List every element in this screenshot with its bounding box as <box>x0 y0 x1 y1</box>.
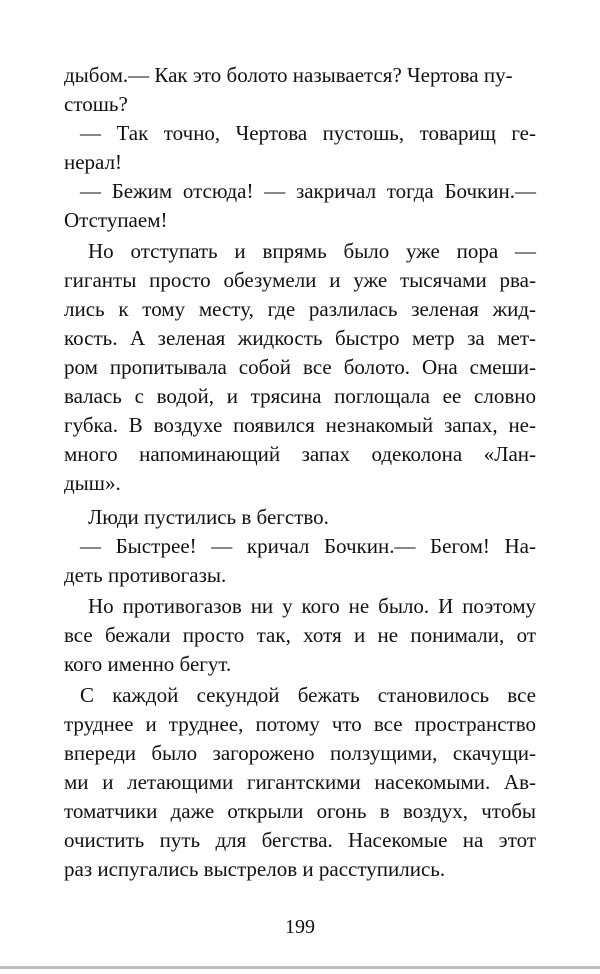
text-line: гиганты просто обезумели и уже тысячами рва- <box>64 268 536 292</box>
text-line: нерал! <box>64 150 123 174</box>
text-line: губка. В воздухе появился незнакомый запах, не- <box>64 413 536 437</box>
text-line: деть противогазы. <box>64 563 227 587</box>
text-line: — Бежим отсюда! — закричал тогда Бочкин.— <box>80 179 536 203</box>
text-line: все бежали просто так, хотя и не понимали, от <box>64 623 536 647</box>
text-line: С каждой секундой бежать становилось все <box>80 683 536 707</box>
text-line: кого именно бегут. <box>64 652 232 676</box>
text-line: Но отступать и впрямь было уже пора — <box>88 239 536 263</box>
page-number: 199 <box>285 916 315 938</box>
text-line: впереди было загорожено ползущими, скачущи- <box>64 741 536 765</box>
text-line: стошь? <box>64 92 128 116</box>
text-line: валась с водой, и трясина поглощала ее словно <box>64 384 536 408</box>
text-line: — Быстрее! — кричал Бочкин.— Бегом! На- <box>80 534 536 558</box>
text-line: Люди пустились в бегство. <box>88 505 329 529</box>
text-line: ми и летающими гигантскими насекомыми. Ав- <box>64 770 536 794</box>
text-line: раз испугались выстрелов и расступились. <box>64 857 446 881</box>
bottom-rule <box>0 966 600 969</box>
text-line: много напоминающий запах одеколона «Лан- <box>64 442 536 466</box>
text-line: очистить путь для бегства. Насекомые на этот <box>64 828 536 852</box>
text-line: дыбом.— Как это болото называется? Чертова пу- <box>64 63 513 87</box>
text-line: ром пропитывала собой все болото. Она смеши- <box>64 355 536 379</box>
text-line: Но противогазов ни у кого не было. И поэтому <box>88 594 536 618</box>
text-line: дыш». <box>64 471 121 495</box>
text-line: кость. А зеленая жидкость быстро метр за мет- <box>64 326 536 350</box>
text-line: Отступаем! <box>64 208 168 232</box>
text-line: — Так точно, Чертова пустошь, товарищ ге- <box>80 121 536 145</box>
text-line: томатчики даже открыли огонь в воздух, чтобы <box>64 799 536 823</box>
text-line: лись к тому месту, где разлилась зеленая жид- <box>64 297 536 321</box>
text-line: труднее и труднее, потому что все пространство <box>64 712 536 736</box>
